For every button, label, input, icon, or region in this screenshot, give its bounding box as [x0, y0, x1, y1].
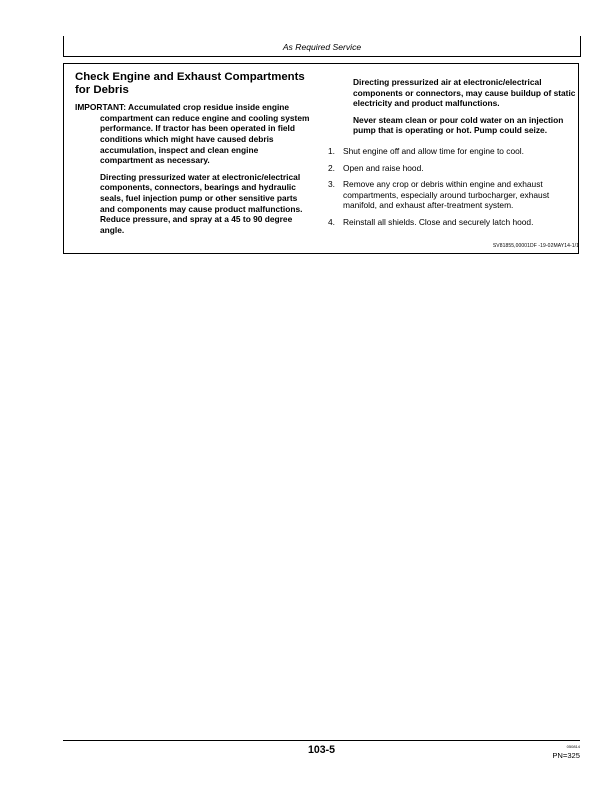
step-text: Shut engine off and allow time for engine to cool. — [343, 145, 524, 156]
section-title: Check Engine and Exhaust Compartments for Debris — [75, 71, 305, 96]
header-divider — [63, 56, 581, 57]
step-item — [328, 179, 576, 211]
step-number: 3. — [328, 179, 335, 190]
step-number: 1. — [328, 145, 335, 156]
left-column — [75, 71, 313, 235]
running-head: As Required Service — [282, 42, 362, 52]
steam-clean-warning: Never steam clean or pour cold water on an injection pump that is operating or hot. Pump could seize. — [353, 114, 564, 136]
page-number: 103-5 — [307, 744, 336, 756]
step-item — [328, 217, 576, 228]
footer-divider — [63, 740, 580, 741]
procedure-steps — [328, 146, 576, 228]
step-text: Remove any crop or debris within engine and exhaust compartments, especially around turbocharger, exhaust manifold, and exhaust after-treatment system. — [343, 179, 550, 211]
step-number: 2. — [328, 162, 335, 173]
footer-code: 050814 — [566, 744, 580, 749]
step-text: Reinstall all shields. Close and securely latch hood. — [343, 216, 534, 227]
pressurized-air-warning: Directing pressurized air at electronic/electrical components or connectors, may cause buildup of static electricity and product malfunctions. — [353, 77, 576, 109]
pn-label: PN=325 — [552, 751, 580, 760]
step-number: 4. — [328, 216, 335, 227]
right-column — [328, 77, 576, 234]
step-text: Open and raise hood. — [343, 162, 424, 173]
step-item — [328, 146, 576, 157]
step-item — [328, 163, 576, 174]
reference-code: SV81855,00001DF -19-02MAY14-1/1 — [492, 243, 579, 249]
pressurized-water-warning: Directing pressurized water at electronic/electrical components, connectors, bearings and hydraulic seals, fuel injection pump or other sensitive parts and components may cause product malfunctions. Reduce pressure, and spray at a 45 to 90 degree angle. — [100, 171, 303, 235]
important-notice: IMPORTANT: Accumulated crop residue inside engine compartment can reduce engine and cooling system performance. If tractor has been operated in field conditions which might have caused debris accumulation, inspect and clean engine compartment as necessary. — [75, 102, 310, 166]
